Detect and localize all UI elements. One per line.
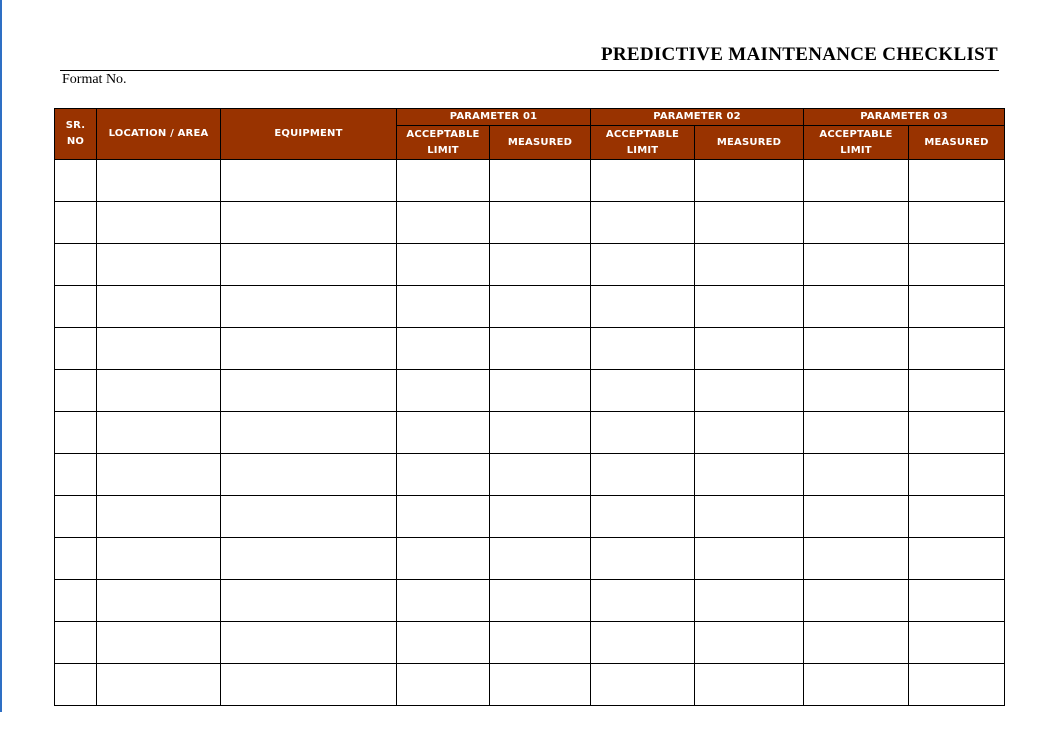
cell-p3-acceptable-limit[interactable]	[804, 622, 909, 664]
cell-p2-measured[interactable]	[695, 454, 804, 496]
cell-sr-no[interactable]	[55, 328, 97, 370]
header-parameter-02: PARAMETER 02	[591, 109, 804, 126]
cell-p1-acceptable-limit[interactable]	[397, 286, 490, 328]
table-row	[55, 370, 1005, 412]
cell-p1-measured[interactable]	[490, 160, 591, 202]
cell-equipment[interactable]	[221, 454, 397, 496]
cell-p3-measured[interactable]	[909, 538, 1005, 580]
table-row	[55, 328, 1005, 370]
cell-location[interactable]	[97, 496, 221, 538]
cell-p2-measured[interactable]	[695, 202, 804, 244]
cell-location[interactable]	[97, 160, 221, 202]
cell-sr-no[interactable]	[55, 412, 97, 454]
cell-p2-acceptable-limit[interactable]	[591, 538, 695, 580]
cell-p3-acceptable-limit[interactable]	[804, 286, 909, 328]
cell-p3-acceptable-limit[interactable]	[804, 370, 909, 412]
cell-p3-acceptable-limit[interactable]	[804, 412, 909, 454]
cell-p1-acceptable-limit[interactable]	[397, 664, 490, 706]
p2-acceptable-line2: LIMIT	[626, 144, 659, 156]
table-row	[55, 496, 1005, 538]
cell-p1-acceptable-limit[interactable]	[397, 160, 490, 202]
cell-p2-acceptable-limit[interactable]	[591, 286, 695, 328]
cell-p1-measured[interactable]	[490, 412, 591, 454]
header-p2-acceptable-limit	[591, 126, 695, 160]
cell-p3-measured[interactable]	[909, 580, 1005, 622]
table-row	[55, 286, 1005, 328]
cell-equipment[interactable]	[221, 286, 397, 328]
cell-p2-measured[interactable]	[695, 328, 804, 370]
header-p2-measured: MEASURED	[695, 126, 804, 160]
cell-p3-acceptable-limit[interactable]	[804, 328, 909, 370]
cell-p2-measured[interactable]	[695, 580, 804, 622]
cell-p1-measured[interactable]	[490, 664, 591, 706]
cell-p1-measured[interactable]	[490, 328, 591, 370]
cell-p3-acceptable-limit[interactable]	[804, 244, 909, 286]
header-sr-no-line1: SR.	[65, 120, 86, 131]
cell-p1-acceptable-limit[interactable]	[397, 454, 490, 496]
table-row	[55, 244, 1005, 286]
p1-acceptable-line2: LIMIT	[427, 144, 459, 156]
cell-sr-no[interactable]	[55, 244, 97, 286]
cell-p3-measured[interactable]	[909, 664, 1005, 706]
cell-p1-measured[interactable]	[490, 538, 591, 580]
cell-p2-measured[interactable]	[695, 496, 804, 538]
header-row-1	[55, 109, 1005, 126]
title-underline	[60, 70, 999, 71]
cell-p1-measured[interactable]	[490, 244, 591, 286]
cell-p3-acceptable-limit[interactable]	[804, 538, 909, 580]
cell-sr-no[interactable]	[55, 622, 97, 664]
header-p1-acceptable-limit	[397, 126, 490, 160]
table-row	[55, 580, 1005, 622]
cell-location[interactable]	[97, 244, 221, 286]
checklist-body	[55, 160, 1005, 706]
cell-p1-measured[interactable]	[490, 286, 591, 328]
format-number-label: Format No.	[62, 72, 127, 87]
header-p1-measured: MEASURED	[490, 126, 591, 160]
cell-sr-no[interactable]	[55, 538, 97, 580]
cell-p2-measured[interactable]	[695, 538, 804, 580]
cell-equipment[interactable]	[221, 664, 397, 706]
cell-equipment[interactable]	[221, 328, 397, 370]
cell-p1-measured[interactable]	[490, 580, 591, 622]
cell-p1-measured[interactable]	[490, 202, 591, 244]
cell-p3-acceptable-limit[interactable]	[804, 496, 909, 538]
cell-sr-no[interactable]	[55, 496, 97, 538]
cell-location[interactable]	[97, 370, 221, 412]
cell-equipment[interactable]	[221, 580, 397, 622]
cell-sr-no[interactable]	[55, 580, 97, 622]
cell-p2-acceptable-limit[interactable]	[591, 160, 695, 202]
cell-equipment[interactable]	[221, 538, 397, 580]
cell-p1-acceptable-limit[interactable]	[397, 328, 490, 370]
cell-p1-acceptable-limit[interactable]	[397, 244, 490, 286]
table-row	[55, 160, 1005, 202]
cell-p2-measured[interactable]	[695, 286, 804, 328]
cell-p2-acceptable-limit[interactable]	[591, 412, 695, 454]
checklist-table	[54, 108, 1005, 706]
cell-p1-acceptable-limit[interactable]	[397, 580, 490, 622]
cell-equipment[interactable]	[221, 370, 397, 412]
cell-p3-measured[interactable]	[909, 370, 1005, 412]
table-row	[55, 202, 1005, 244]
p3-acceptable-line2: LIMIT	[840, 144, 872, 156]
cell-sr-no[interactable]	[55, 286, 97, 328]
cell-p1-measured[interactable]	[490, 370, 591, 412]
cell-p3-measured[interactable]	[909, 244, 1005, 286]
cell-p3-acceptable-limit[interactable]	[804, 580, 909, 622]
cell-location[interactable]	[97, 622, 221, 664]
cell-p2-measured[interactable]	[695, 412, 804, 454]
table-row	[55, 664, 1005, 706]
cell-p2-acceptable-limit[interactable]	[591, 622, 695, 664]
document-title: PREDICTIVE MAINTENANCE CHECKLIST	[600, 44, 998, 65]
header-sr-no	[55, 109, 97, 160]
cell-p3-measured[interactable]	[909, 496, 1005, 538]
cell-p1-acceptable-limit[interactable]	[397, 496, 490, 538]
header-p3-measured: MEASURED	[909, 126, 1005, 160]
cell-sr-no[interactable]	[55, 202, 97, 244]
cell-p1-measured[interactable]	[490, 622, 591, 664]
cell-p2-measured[interactable]	[695, 622, 804, 664]
cell-p2-acceptable-limit[interactable]	[591, 370, 695, 412]
cell-p2-measured[interactable]	[695, 160, 804, 202]
cell-location[interactable]	[97, 580, 221, 622]
cell-p1-acceptable-limit[interactable]	[397, 202, 490, 244]
cell-location[interactable]	[97, 328, 221, 370]
page-edge-line	[0, 0, 2, 712]
header-location: LOCATION / AREA	[97, 109, 221, 160]
cell-p1-acceptable-limit[interactable]	[397, 370, 490, 412]
cell-p2-measured[interactable]	[695, 664, 804, 706]
cell-equipment[interactable]	[221, 160, 397, 202]
header-sr-no-line2: NO	[66, 136, 85, 147]
cell-p1-acceptable-limit[interactable]	[397, 538, 490, 580]
cell-p3-acceptable-limit[interactable]	[804, 202, 909, 244]
cell-p3-acceptable-limit[interactable]	[804, 160, 909, 202]
cell-p2-acceptable-limit[interactable]	[591, 496, 695, 538]
cell-equipment[interactable]	[221, 622, 397, 664]
cell-p1-measured[interactable]	[490, 496, 591, 538]
table-row	[55, 412, 1005, 454]
cell-p3-measured[interactable]	[909, 412, 1005, 454]
cell-sr-no[interactable]	[55, 370, 97, 412]
cell-p1-acceptable-limit[interactable]	[397, 412, 490, 454]
cell-p1-acceptable-limit[interactable]	[397, 622, 490, 664]
cell-sr-no[interactable]	[55, 454, 97, 496]
cell-location[interactable]	[97, 202, 221, 244]
cell-p2-acceptable-limit[interactable]	[591, 244, 695, 286]
header-parameter-03: PARAMETER 03	[804, 109, 1005, 126]
cell-location[interactable]	[97, 454, 221, 496]
table-row	[55, 454, 1005, 496]
cell-p2-measured[interactable]	[695, 370, 804, 412]
cell-location[interactable]	[97, 538, 221, 580]
header-equipment: EQUIPMENT	[221, 109, 397, 160]
cell-p1-measured[interactable]	[490, 454, 591, 496]
cell-p3-measured[interactable]	[909, 328, 1005, 370]
cell-p2-measured[interactable]	[695, 244, 804, 286]
cell-p2-acceptable-limit[interactable]	[591, 664, 695, 706]
cell-p2-acceptable-limit[interactable]	[591, 328, 695, 370]
cell-p2-acceptable-limit[interactable]	[591, 202, 695, 244]
cell-location[interactable]	[97, 664, 221, 706]
p3-acceptable-line1: ACCEPTABLE	[819, 128, 893, 140]
cell-sr-no[interactable]	[55, 664, 97, 706]
header-p3-acceptable-limit	[804, 126, 909, 160]
cell-p2-acceptable-limit[interactable]	[591, 580, 695, 622]
p2-acceptable-line1: ACCEPTABLE	[605, 128, 680, 140]
p1-acceptable-line1: ACCEPTABLE	[406, 128, 480, 140]
cell-p3-acceptable-limit[interactable]	[804, 454, 909, 496]
header-parameter-01: PARAMETER 01	[397, 109, 591, 126]
cell-location[interactable]	[97, 412, 221, 454]
cell-p2-acceptable-limit[interactable]	[591, 454, 695, 496]
cell-p3-measured[interactable]	[909, 286, 1005, 328]
cell-p3-measured[interactable]	[909, 202, 1005, 244]
cell-p3-measured[interactable]	[909, 454, 1005, 496]
cell-location[interactable]	[97, 286, 221, 328]
cell-equipment[interactable]	[221, 244, 397, 286]
cell-sr-no[interactable]	[55, 160, 97, 202]
cell-p3-measured[interactable]	[909, 160, 1005, 202]
cell-equipment[interactable]	[221, 412, 397, 454]
cell-equipment[interactable]	[221, 496, 397, 538]
table-row	[55, 622, 1005, 664]
cell-equipment[interactable]	[221, 202, 397, 244]
table-row	[55, 538, 1005, 580]
cell-p3-measured[interactable]	[909, 622, 1005, 664]
cell-p3-acceptable-limit[interactable]	[804, 664, 909, 706]
